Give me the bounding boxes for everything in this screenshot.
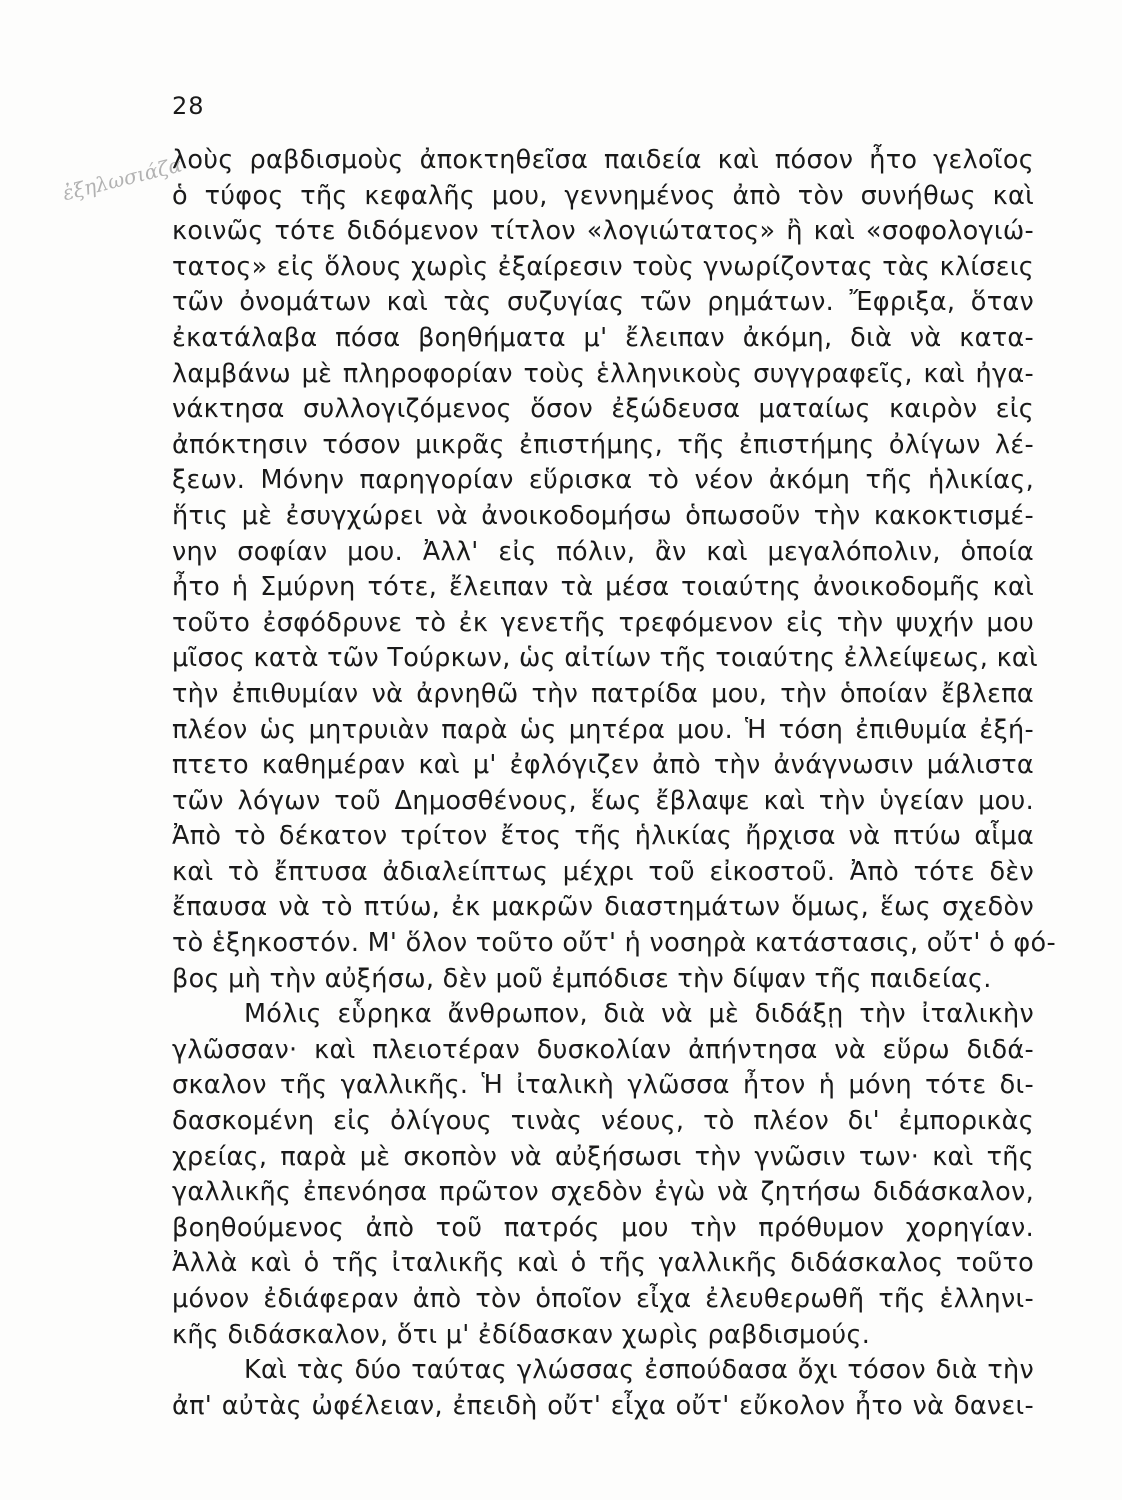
text-line: μόνον ἐδιάφεραν ἀπὸ τὸν ὁποῖον εἶχα ἐλευθερωθῆ τῆς ἑλληνι- [172,1284,1034,1314]
text-line: νην σοφίαν μου. Ἀλλ' εἰς πόλιν, ἂν καὶ μεγαλόπολιν, ὁποία [172,536,1034,567]
text-line: τὴν ἐπιθυμίαν νὰ ἀρνηθῶ τὴν πατρίδα μου, τὴν ὁποίαν ἔβλεπα [172,678,1034,709]
text-line: τῶν ὀνομάτων καὶ τὰς συζυγίας τῶν ρημάτων. Ἔφριξα, ὅταν [172,287,1034,318]
body-text [172,143,1056,1424]
text-line: Ἀπὸ τὸ δέκατον τρίτον ἔτος τῆς ἡλικίας ἤρχισα νὰ πτύω αἷμα [172,821,1034,852]
text-line: χρείας, παρὰ μὲ σκοπὸν νὰ αὐξήσωσι τὴν γνῶσιν των· καὶ τῆς [172,1141,1034,1172]
text-line: ἥτις μὲ ἐσυγχώρει νὰ ἀνοικοδομήσω ὁπωσοῦν τὴν κακοκτισμέ- [172,500,1034,531]
text-line: νάκτησα συλλογιζόμενος ὅσον ἐξώδευσα ματαίως καιρὸν εἰς [172,394,1034,425]
text-line: πτετο καθημέραν καὶ μ' ἐφλόγιζεν ἀπὸ τὴν ἀνάγνωσιν μάλιστα [172,750,1034,781]
text-line: δασκομένη εἰς ὀλίγους τινὰς νέους, τὸ πλέον δι' ἐμπορικὰς [172,1106,1034,1137]
text-line: τῶν λόγων τοῦ Δημοσθένους, ἕως ἔβλαψε καὶ τὴν ὑγείαν μου. [172,785,1034,816]
paragraph-start-line: Καὶ τὰς δύο ταύτας γλώσσας ἐσπούδασα ὄχι τόσον διὰ τὴν [244,1355,1034,1386]
text-line: τὸ ἑξηκοστόν. Μ' ὅλον τοῦτο οὔτ' ἡ νοσηρὰ κατάστασις, οὔτ' ὁ φό- [172,928,1056,959]
text-line: ὁ τύφος τῆς κεφαλῆς μου, γεννημένος ἀπὸ τὸν συνήθως καὶ [172,180,1034,211]
text-line: ξεων. Μόνην παρηγορίαν εὕρισκα τὸ νέον ἀκόμη τῆς ἡλικίας, [172,465,1034,496]
text-line: κῆς διδάσκαλον, ὅτι μ' ἐδίδασκαν χωρὶς ραβδισμούς. [172,1319,871,1350]
text-line: σκαλον τῆς γαλλικῆς. Ἡ ἰταλικὴ γλῶσσα ἦτον ἡ μόνη τότε δι- [172,1070,1034,1101]
text-line: Ἀλλὰ καὶ ὁ τῆς ἰταλικῆς καὶ ὁ τῆς γαλλικῆς διδάσκαλος τοῦτο [172,1248,1034,1279]
text-line: ἦτο ἡ Σμύρνη τότε, ἔλειπαν τὰ μέσα τοιαύτης ἀνοικοδομῆς καὶ [172,572,1034,603]
text-line: καὶ τὸ ἔπτυσα ἀδιαλείπτως μέχρι τοῦ εἰκοστοῦ. Ἀπὸ τότε δὲν [172,856,1034,887]
text-line: λοὺς ραβδισμοὺς ἀποκτηθεῖσα παιδεία καὶ πόσον ἦτο γελοῖος [172,145,1034,175]
text-line: πλέον ὡς μητρυιὰν παρὰ ὡς μητέρα μου. Ἡ τόση ἐπιθυμία ἐξή- [172,714,1034,745]
page-number: 28 [172,92,205,120]
text-line: τοῦτο ἐσφόδρυνε τὸ ἐκ γενετῆς τρεφόμενον εἰς τὴν ψυχήν μου [172,607,1034,638]
text-line: βος μὴ τὴν αὐξήσω, δὲν μοῦ ἐμπόδισε τὴν δίψαν τῆς παιδείας. [172,963,992,994]
text-line: ἐκατάλαβα πόσα βοηθήματα μ' ἔλειπαν ἀκόμη, διὰ νὰ κατα- [172,322,1034,353]
text-line: ἀπόκτησιν τόσον μικρᾶς ἐπιστήμης, τῆς ἐπιστήμης ὀλίγων λέ- [172,429,1034,460]
text-line: ἀπ' αὐτὰς ὠφέλειαν, ἐπειδὴ οὔτ' εἶχα οὔτ' εὔκολον ἦτο νὰ δανει- [172,1390,1034,1421]
text-line: λαμβάνω μὲ πληροφορίαν τοὺς ἑλληνικοὺς συγγραφεῖς, καὶ ἠγα- [172,358,1034,389]
text-line: γαλλικῆς ἐπενόησα πρῶτον σχεδὸν ἐγὼ νὰ ζητήσω διδάσκαλον, [172,1177,1034,1208]
text-line: τατος» εἰς ὅλους χωρὶς ἐξαίρεσιν τοὺς γνωρίζοντας τὰς κλίσεις [172,251,1034,282]
text-line: γλῶσσαν· καὶ πλειοτέραν δυσκολίαν ἀπήντησα νὰ εὕρω διδά- [172,1034,1034,1065]
text-line: ἔπαυσα νὰ τὸ πτύω, ἐκ μακρῶν διαστημάτων ὅμως, ἕως σχεδὸν [172,892,1034,923]
text-line: μῖσος κατὰ τῶν Τούρκων, ὡς αἰτίων τῆς τοιαύτης ἐλλείψεως, καὶ [172,643,1038,674]
text-line: κοινῶς τότε διδόμενον τίτλον «λογιώτατος» ἢ καὶ «σοφολογιώ- [172,216,1034,247]
text-line: βοηθούμενος ἀπὸ τοῦ πατρός μου τὴν πρόθυμον χορηγίαν. [172,1212,1034,1243]
handwritten-margin-note: ἐξηλωσιάζα [60,152,185,206]
paragraph-start-line: Μόλις εὗρηκα ἄνθρωπον, διὰ νὰ μὲ διδάξῃ τὴν ἰταλικὴν [244,999,1034,1030]
